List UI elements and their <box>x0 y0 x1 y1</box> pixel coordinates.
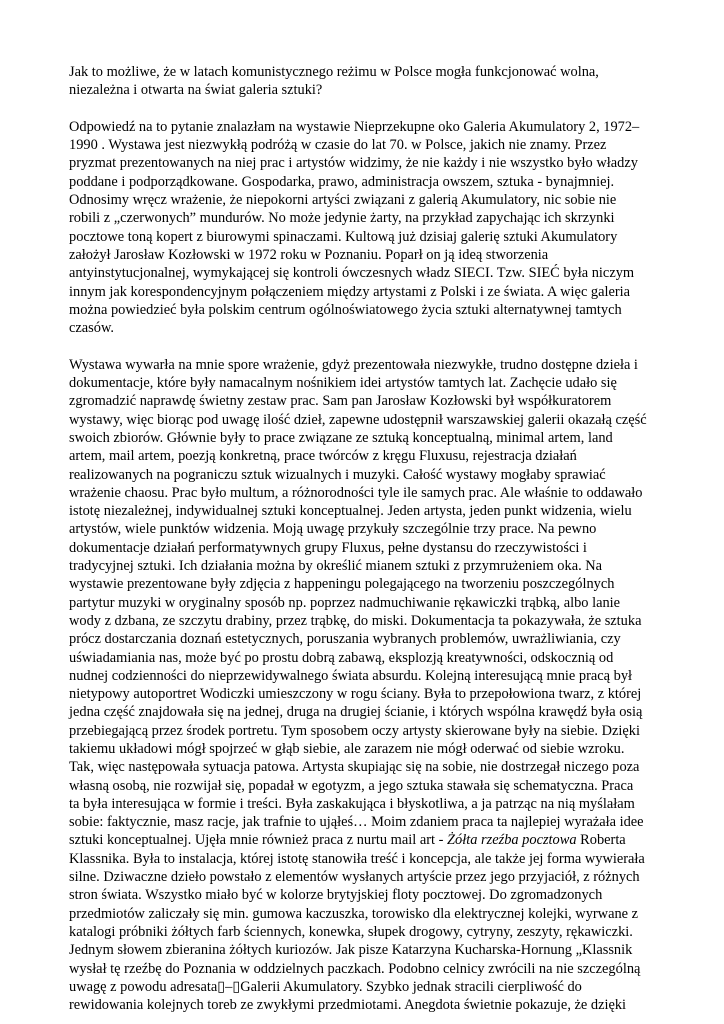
text-line <box>69 264 659 282</box>
text-segment: Odpowiedź na to pytanie znalazłam na wystawie Nieprzekupne oko Galeria Akumulatory 2, 1972– <box>69 118 640 135</box>
text-segment: antyinstytucjonalnej, wymykającej się kontroli ówczesnych władz SIECI. Tzw. SIEĆ była niczym <box>69 265 635 282</box>
text-line <box>69 246 659 264</box>
text-line <box>69 703 659 721</box>
text-segment: jedna część znajdowała się na jednej, druga na drugiej ścianie, i których wspólna krawędź była osią <box>69 704 643 721</box>
text-segment: stron świata. Wszystko miało być w kolorze brytyjskiej floty pocztowej. Do zgromadzonych <box>69 887 603 904</box>
text-line <box>69 905 659 923</box>
artwork-title: Żółta rzeźba pocztowa <box>447 832 577 849</box>
text-line <box>69 356 659 374</box>
text-line <box>69 411 659 429</box>
text-line <box>69 484 659 502</box>
text-segment: uświadamiania nas, może być po prostu dobrą zabawą, eksplozją kreatywności, odskocznią od <box>69 649 614 666</box>
text-line <box>69 978 659 996</box>
text-segment: dokumentacje, które były namacalnym nośnikiem idei artystów tamtych lat. Zachęcie udało się <box>69 375 617 392</box>
text-segment: zgromadzić naprawdę świetny zestaw prac. Sam pan Jarosław Kozłowski był współkuratorem <box>69 393 612 410</box>
text-segment: można powiedzieć była polskim centrum ogólnoświatowego życia sztuki alternatywnej tamtych <box>69 301 622 318</box>
text-line <box>69 539 659 557</box>
text-line <box>69 502 659 520</box>
text-line <box>69 81 659 99</box>
text-line <box>69 795 659 813</box>
text-segment: tradycyjnej sztuki. Ich działania można by określić mianem sztuki z przymrużeniem oka. Na <box>69 558 603 575</box>
text-line <box>69 319 659 337</box>
text-segment: Odnosimy wręcz wrażenie, że niepokorni artyści związani z galerią Akumulatory, nic sobie nie <box>69 192 617 209</box>
paragraph-1 <box>69 63 659 100</box>
text-segment: wystawy, więc biorąc pod uwagę ilość dzieł, zapewne udostępnił warszawskiej galerii okazałą część <box>69 411 647 428</box>
text-segment: założył Jarosław Kozłowski w 1972 roku w Poznaniu. Poparł on ją ideą stworzenia <box>69 246 549 263</box>
text-line <box>69 575 659 593</box>
text-segment: nudnej codzienności do nieprzewidywalnego świata absurdu. Kolejną interesującą mnie pracą był <box>69 667 633 684</box>
text-segment: poddane i podporządkowane. Gospodarka, prawo, administracja owszem, sztuka - bynajmniej. <box>69 173 615 190</box>
text-line <box>69 996 659 1014</box>
text-line <box>69 594 659 612</box>
text-segment: wrażenie chaosu. Prac było multum, a różnorodności tyle ile samych prac. Ale właśnie to oddawało <box>69 484 643 501</box>
text-segment: robili z „czerwonych” mundurów. No może jedynie żarty, na przykład zapychając ich skrzynki <box>69 210 615 227</box>
text-line <box>69 447 659 465</box>
text-line <box>69 228 659 246</box>
text-segment: sobie: faktycznie, masz racje, jak trafnie to ująłeś… Moim zdaniem praca ta najlepiej wyrażała idee <box>69 814 644 831</box>
text-segment: Tak, więc następowała sytuacja patowa. Artysta skupiając się na sobie, nie dostrzegał niczego poza <box>69 759 640 776</box>
text-line <box>69 466 659 484</box>
text-segment: czasów. <box>69 320 115 337</box>
text-segment: partytur muzyki w oryginalny sposób np. poprzez nadmuchiwanie rękawiczki trąbką, albo lanie <box>69 594 621 611</box>
text-line <box>69 136 659 154</box>
text-segment: nietypowy autoportret Wodiczki umieszczony w rogu ściany. Była to przepołowiona twarz, z której <box>69 686 642 703</box>
text-line <box>69 191 659 209</box>
text-segment: ta była interesująca w formie i treści. Była zaskakująca i błyskotliwa, a ja patrząc na nią myślałam <box>69 795 635 812</box>
text-segment: wysłał tę rzeźbę do Poznania w oddzielnych paczkach. Podobno celnicy zwrócili na nie szczególną <box>69 960 641 977</box>
text-segment: pryzmat prezentowanych na niej prac i artystów widzimy, że nie każdy i nie wszystko było władzy <box>69 155 638 172</box>
text-line <box>69 886 659 904</box>
text-segment: dokumentacje działań performatywnych grupy Fluxus, pełne dystansu do rzeczywistości i <box>69 539 587 556</box>
text-line <box>69 831 659 849</box>
paragraph-3 <box>69 356 659 1015</box>
text-line <box>69 667 659 685</box>
paragraph-2 <box>69 118 659 338</box>
text-line <box>69 960 659 978</box>
text-line <box>69 374 659 392</box>
text-segment: rewidowania kolejnych toreb ze zwykłymi przedmiotami. Anegdota świetnie pokazuje, że dzięki <box>69 997 627 1014</box>
text-line <box>69 777 659 795</box>
text-segment: Jak to możliwe, że w latach komunistycznego reżimu w Polsce mogła funkcjonować wolna, <box>69 64 599 80</box>
text-segment: artystów, wiele punktów widzenia. Moją uwagę przykuły szczególnie trzy prace. Na pewno <box>69 521 597 538</box>
text-line <box>69 63 659 81</box>
text-line <box>69 392 659 410</box>
text-segment: pocztowe toną kopert z biurowymi spinaczami. Kultową już dzisiaj galerię sztuki Akumulatory <box>69 228 618 245</box>
text-segment: uwagę z powodu adresata▯–▯Galerii Akumulatory. Szybko jednak stracili cierpliwość do <box>69 978 582 995</box>
text-segment: 1990 . Wystawa jest niezwykłą podróżą w czasie do lat 70. w Polsce, jakich nie znamy. Przez <box>69 137 607 154</box>
text-segment: swoich zbiorów. Głównie były to prace związane ze sztuką konceptualną, minimal artem, land <box>69 429 613 446</box>
text-segment: realizowanych na pograniczu sztuk wizualnych i muzyki. Całość wystawy mogłaby sprawiać <box>69 466 606 483</box>
text-line <box>69 630 659 648</box>
text-line <box>69 557 659 575</box>
text-line <box>69 283 659 301</box>
text-segment: Jednym słowem zbieranina żółtych kuriozów. Jak pisze Katarzyna Kucharska-Hornung „Klassnik <box>69 942 633 959</box>
text-segment: wystawie prezentowane były zdjęcia z happeningu polegającego na tworzeniu poszczególnych <box>69 576 615 593</box>
text-line <box>69 154 659 172</box>
text-line <box>69 209 659 227</box>
document-page <box>69 63 659 1014</box>
text-segment: sztuki konceptualnej. Ujęła mnie również praca z nurtu mail art - <box>69 832 448 849</box>
text-line <box>69 301 659 319</box>
text-segment: niezależna i otwarta na świat galeria sztuki? <box>69 82 323 99</box>
text-line <box>69 520 659 538</box>
text-line <box>69 850 659 868</box>
text-segment: wody z dzbana, ze szczytu drabiny, przez trąbkę, do miski. Dokumentacja ta pokazywała, że sztuka <box>69 612 642 629</box>
text-line <box>69 612 659 630</box>
text-segment: Roberta <box>576 832 626 849</box>
text-segment: silne. Dziwaczne dzieło powstało z elementów wysłanych artyście przez jego przyjaciół, z różnych <box>69 869 640 886</box>
text-line <box>69 173 659 191</box>
text-line <box>69 429 659 447</box>
text-segment: katalogi próbniki żółtych farb ściennych, konewka, słupek drogowy, cytryny, zeszyty, rękawiczki. <box>69 923 633 940</box>
text-line <box>69 649 659 667</box>
text-line <box>69 941 659 959</box>
text-line <box>69 722 659 740</box>
text-segment: własną osobą, nie rozwijał się, popadał w egotyzm, a jego sztuka stawała się schematyczna. Praca <box>69 777 634 794</box>
text-segment: Wystawa wywarła na mnie spore wrażenie, gdyż prezentowała niezwykłe, trudno dostępne dzieła i <box>69 356 638 373</box>
text-line <box>69 740 659 758</box>
text-line <box>69 923 659 941</box>
text-segment: artem, mail artem, poezją konkretną, prace twórców z kręgu Fluxusu, rejestracja działań <box>69 448 577 465</box>
text-segment: przebiegającą przez środek portretu. Tym sposobem oczy artysty skierowane były na siebie. Dzięki <box>69 722 640 739</box>
text-line <box>69 758 659 776</box>
text-segment: takiemu układowi mógł spojrzeć w głąb siebie, ale zarazem nie mógł oderwać od siebie wzroku. <box>69 740 625 757</box>
text-line <box>69 868 659 886</box>
text-line <box>69 118 659 136</box>
text-segment: istotę niezależnej, indywidualnej sztuki konceptualnej. Jeden artysta, jeden punkt widzenia, wielu <box>69 503 632 520</box>
text-line <box>69 813 659 831</box>
text-segment: prócz dostarczania doznań estetycznych, poruszania wybranych problemów, uwrażliwiania, czy <box>69 631 621 648</box>
text-segment: przedmiotów zaliczały się min. gumowa kaczuszka, torowisko dla elektrycznej kolejki, wyrwane z <box>69 905 639 922</box>
text-segment: Klassnika. Była to instalacja, której istotę stanowiła treść i koncepcja, ale także jej forma wywierała <box>69 850 645 867</box>
text-segment: innym jak korespondencyjnym połączeniem między artystami z Polski i ze świata. A więc galeria <box>69 283 631 300</box>
text-line <box>69 685 659 703</box>
